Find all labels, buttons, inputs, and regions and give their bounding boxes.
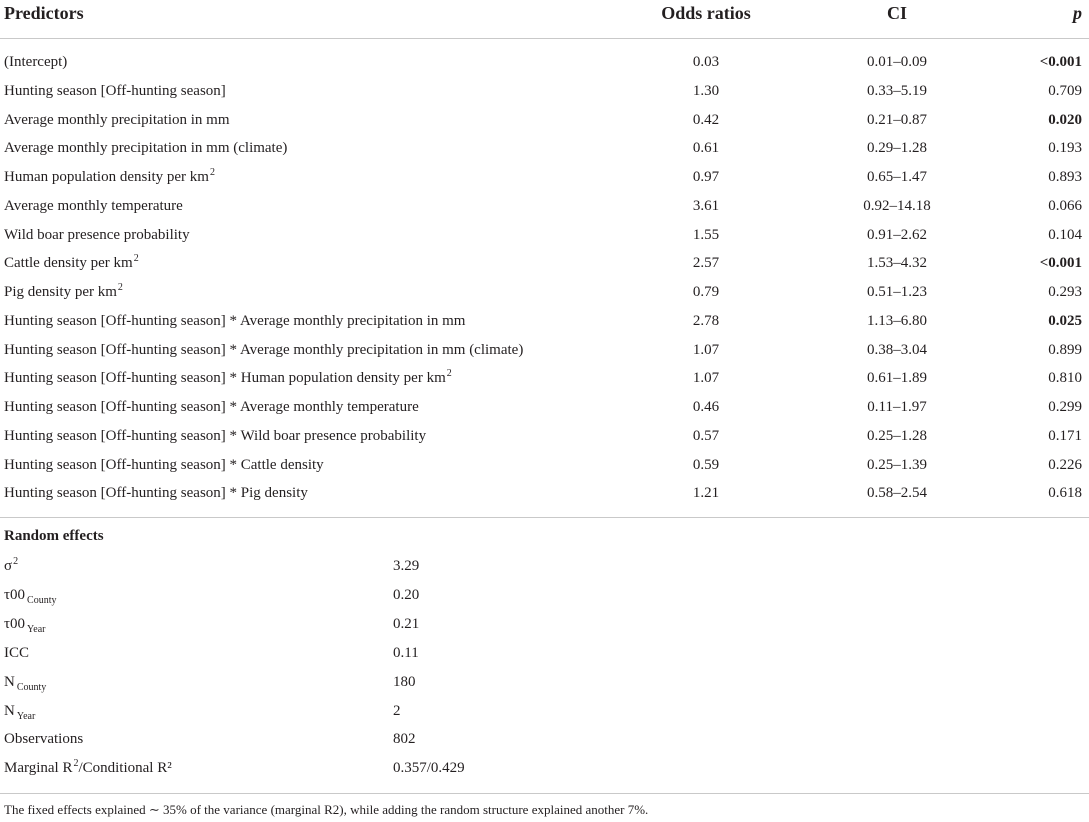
odds-ratio-cell: 1.55: [692, 227, 720, 243]
random-effect-value: 0.21: [393, 616, 420, 632]
random-effect-value: 2: [393, 703, 401, 719]
ci-cell: 0.21–0.87: [867, 112, 927, 128]
predictor-cell: Average monthly precipitation in mm (climate): [4, 140, 288, 156]
table-footnote: The fixed effects explained ∼ 35% of the variance (marginal R2), while adding the random structure explained another 7%.: [4, 802, 649, 817]
header-ci: CI: [886, 3, 908, 23]
random-effects-row: [0, 614, 1089, 643]
odds-ratio-cell: 1.21: [692, 485, 720, 501]
predictor-cell: Hunting season [Off-hunting season] * Human population density per $km^2$: [4, 368, 452, 386]
p-value-cell: 0.104: [1048, 227, 1082, 243]
odds-ratio-cell: 2.78: [692, 313, 720, 329]
section-divider: [0, 517, 1089, 518]
odds-ratio-cell: 1.07: [692, 342, 720, 358]
p-value-cell: <0.001: [1039, 255, 1082, 271]
table-row: [0, 167, 1089, 196]
table-row: [0, 455, 1089, 484]
odds-ratio-cell: 3.61: [692, 198, 720, 214]
ci-cell: 0.92–14.18: [863, 198, 931, 214]
ci-cell: 0.65–1.47: [867, 169, 927, 185]
random-effect-value: 3.29: [393, 558, 420, 574]
p-value-cell: <0.001: [1039, 54, 1082, 70]
p-value-cell: 0.066: [1048, 198, 1082, 214]
ci-cell: 0.25–1.28: [867, 428, 927, 444]
ci-cell: 0.38–3.04: [867, 342, 927, 358]
predictor-cell: Human population density per $km^2$: [4, 167, 215, 185]
table-row: [0, 196, 1089, 225]
random-effects-row: [0, 556, 1089, 585]
table-row: [0, 52, 1089, 81]
ci-cell: 0.91–2.62: [867, 227, 927, 243]
random-effect-value: 180: [393, 674, 416, 690]
p-value-cell: 0.810: [1048, 370, 1082, 386]
predictor-cell: Pig density per $km^2$: [4, 282, 123, 300]
p-value-cell: 0.293: [1048, 284, 1082, 300]
random-effect-value: 0.357/0.429: [393, 760, 465, 776]
random-effect-label: N $_{County}$: [4, 674, 47, 693]
table-row: [0, 426, 1089, 455]
predictor-cell: Cattle density per $km^2$: [4, 253, 139, 271]
odds-ratio-cell: 0.97: [692, 169, 720, 185]
ci-cell: 0.33–5.19: [867, 83, 927, 99]
odds-ratio-cell: 0.42: [692, 112, 720, 128]
table-header: [0, 0, 1089, 36]
ci-cell: 0.51–1.23: [867, 284, 927, 300]
ci-cell: 0.58–2.54: [867, 485, 927, 501]
predictor-cell: Hunting season [Off-hunting season] * Average monthly precipitation in mm: [4, 313, 466, 329]
random-effects-row: [0, 643, 1089, 672]
odds-ratio-cell: 0.61: [692, 140, 720, 156]
random-effects-row: [0, 729, 1089, 758]
random-effect-label: τ00 $_{County}$: [4, 587, 57, 606]
ci-cell: 1.53–4.32: [867, 255, 927, 271]
random-effects-row: [0, 585, 1089, 614]
table-row: [0, 253, 1089, 282]
ci-cell: 1.13–6.80: [867, 313, 927, 329]
p-value-cell: 0.709: [1048, 83, 1082, 99]
odds-ratio-cell: 0.79: [692, 284, 720, 300]
p-value-cell: 0.618: [1048, 485, 1082, 501]
ci-cell: 0.61–1.89: [867, 370, 927, 386]
table-row: [0, 225, 1089, 254]
random-effect-label: τ00 $_{Year}$: [4, 616, 46, 635]
table-row: [0, 282, 1089, 311]
p-value-cell: 0.025: [1048, 313, 1082, 329]
ci-cell: 0.01–0.09: [867, 54, 927, 70]
header-predictors: Predictors: [4, 3, 84, 23]
random-effect-label: Marginal $R^2$/Conditional R²: [4, 758, 172, 776]
table-row: [0, 138, 1089, 167]
random-effect-label: ICC: [4, 645, 30, 661]
predictor-cell: Hunting season [Off-hunting season] * Pig density: [4, 485, 308, 501]
table-row: [0, 368, 1089, 397]
predictor-cell: (Intercept): [4, 54, 68, 70]
odds-ratio-cell: 1.30: [692, 83, 720, 99]
table-row: [0, 110, 1089, 139]
p-value-cell: 0.299: [1048, 399, 1082, 415]
odds-ratio-cell: 0.03: [692, 54, 720, 70]
predictor-cell: Average monthly temperature: [4, 198, 183, 214]
random-effect-value: 802: [393, 731, 416, 747]
p-value-cell: 0.893: [1048, 169, 1082, 185]
table-row: [0, 81, 1089, 110]
predictor-cell: Hunting season [Off-hunting season] * Wild boar presence probability: [4, 428, 427, 444]
table-row: [0, 397, 1089, 426]
random-effects-row: [0, 701, 1089, 730]
header-p: p: [1073, 3, 1082, 23]
random-effect-label: N $_{Year}$: [4, 703, 36, 722]
p-value-cell: 0.020: [1048, 112, 1082, 128]
random-effect-label: Observations: [4, 731, 84, 747]
odds-ratio-cell: 0.57: [692, 428, 720, 444]
random-effect-value: 0.20: [393, 587, 420, 603]
odds-ratio-cell: 1.07: [692, 370, 720, 386]
header-odds-ratios: Odds ratios: [661, 3, 751, 23]
odds-ratio-cell: 2.57: [692, 255, 720, 271]
random-effects-row: [0, 672, 1089, 701]
predictor-cell: Hunting season [Off-hunting season]: [4, 83, 226, 99]
odds-ratio-cell: 0.46: [692, 399, 720, 415]
table-row: [0, 483, 1089, 512]
ci-cell: 0.11–1.97: [867, 399, 927, 415]
ci-cell: 0.25–1.39: [867, 457, 927, 473]
header-divider: [0, 38, 1089, 39]
p-value-cell: 0.899: [1048, 342, 1082, 358]
predictor-cell: Average monthly precipitation in mm: [4, 112, 230, 128]
predictor-cell: Hunting season [Off-hunting season] * Average monthly temperature: [4, 399, 419, 415]
predictor-cell: Hunting season [Off-hunting season] * Average monthly precipitation in mm (climate): [4, 342, 524, 358]
random-effect-label: $\sigma^2$: [4, 556, 19, 574]
odds-ratio-cell: 0.59: [692, 457, 720, 473]
random-effects-title: Random effects: [4, 528, 104, 544]
p-value-cell: 0.226: [1048, 457, 1082, 473]
p-value-cell: 0.171: [1048, 428, 1082, 444]
predictor-cell: Hunting season [Off-hunting season] * Cattle density: [4, 457, 324, 473]
footer-divider: [0, 793, 1089, 794]
ci-cell: 0.29–1.28: [867, 140, 927, 156]
table-row: [0, 340, 1089, 369]
table-row: [0, 311, 1089, 340]
p-value-cell: 0.193: [1048, 140, 1082, 156]
predictor-cell: Wild boar presence probability: [4, 227, 190, 243]
random-effects-row: [0, 758, 1089, 787]
random-effect-value: 0.11: [393, 645, 419, 661]
